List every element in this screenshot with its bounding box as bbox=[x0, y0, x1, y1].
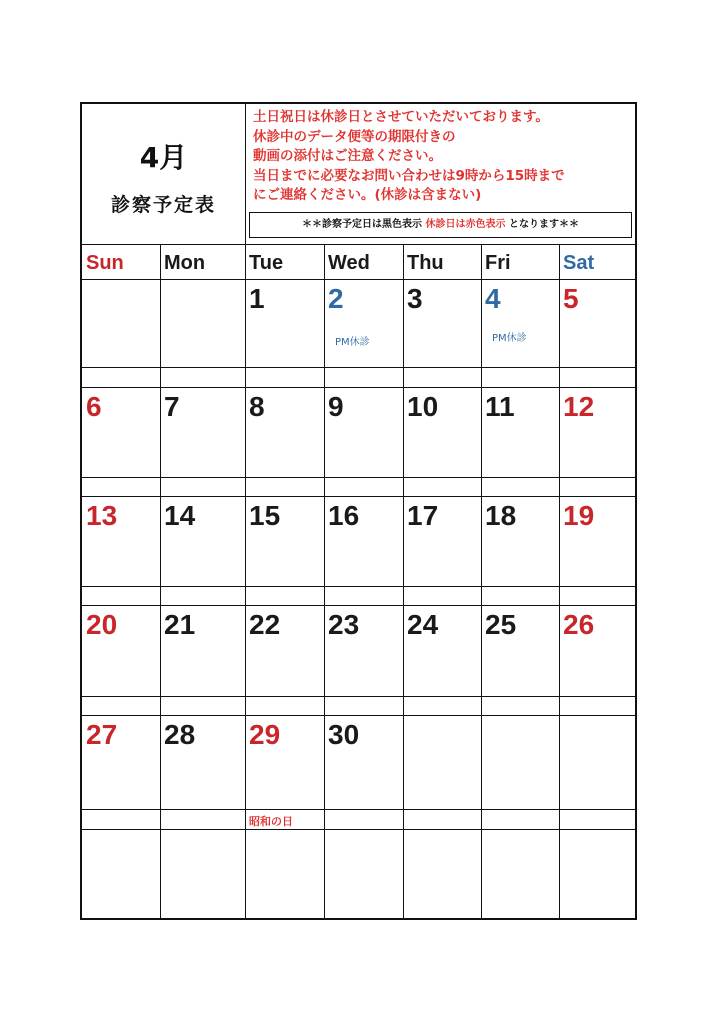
day-number[interactable]: 6 bbox=[86, 391, 102, 422]
color-legend bbox=[249, 212, 632, 238]
weekday-label-sat: Sat bbox=[563, 252, 595, 274]
day-number[interactable]: 30 bbox=[328, 719, 360, 750]
day-number[interactable]: 26 bbox=[563, 609, 595, 640]
day-number[interactable]: 29 bbox=[249, 719, 281, 750]
day-number[interactable]: 4 bbox=[485, 283, 501, 314]
weekday-label-wed: Wed bbox=[328, 252, 370, 274]
day-number[interactable]: 18 bbox=[485, 500, 517, 531]
schedule-subtitle: 診察予定表 bbox=[110, 194, 216, 216]
pm-closed-note-4: PM休診 bbox=[492, 333, 527, 344]
column-divider bbox=[324, 244, 325, 918]
day-number[interactable]: 11 bbox=[485, 391, 515, 422]
row-divider bbox=[82, 496, 635, 497]
calendar-sheet bbox=[80, 102, 637, 920]
day-number[interactable]: 28 bbox=[164, 719, 196, 750]
day-number[interactable]: 20 bbox=[86, 609, 118, 640]
column-divider bbox=[481, 244, 482, 918]
row-divider bbox=[82, 367, 635, 368]
column-divider bbox=[245, 244, 246, 918]
row-divider bbox=[82, 605, 635, 606]
day-number[interactable]: 12 bbox=[563, 391, 595, 422]
day-number[interactable]: 22 bbox=[249, 609, 281, 640]
notice-line: 当日までに必要なお問い合わせは9時から15時まで bbox=[253, 167, 565, 184]
day-number[interactable]: 19 bbox=[563, 500, 595, 531]
legend-red-text: 休診日は赤色表示 bbox=[425, 219, 506, 230]
column-divider bbox=[160, 244, 161, 918]
weekday-label-tue: Tue bbox=[249, 252, 284, 274]
column-divider bbox=[559, 244, 560, 918]
weekday-label-mon: Mon bbox=[164, 252, 206, 274]
day-number[interactable]: 2 bbox=[328, 283, 344, 314]
notice-line: 土日祝日は休診日とさせていただいております。 bbox=[253, 109, 549, 125]
notice-panel bbox=[246, 104, 635, 244]
weekday-label-fri: Fri bbox=[485, 252, 511, 274]
row-divider bbox=[82, 477, 635, 478]
notice-line: 休診中のデータ便等の期限付きの bbox=[253, 128, 456, 145]
day-number[interactable]: 8 bbox=[249, 391, 265, 422]
weekday-label-thu: Thu bbox=[407, 252, 444, 274]
day-number[interactable]: 3 bbox=[407, 283, 423, 314]
day-number[interactable]: 17 bbox=[407, 500, 439, 531]
notice-text bbox=[253, 108, 633, 206]
month-title: 4月 bbox=[139, 141, 188, 174]
row-divider bbox=[82, 696, 635, 697]
month-title-panel bbox=[82, 104, 246, 244]
day-number[interactable]: 10 bbox=[407, 391, 439, 422]
day-number[interactable]: 24 bbox=[407, 609, 439, 640]
row-divider bbox=[82, 829, 635, 830]
legend-suffix: となります＊＊ bbox=[508, 219, 579, 230]
column-divider bbox=[403, 244, 404, 918]
day-number[interactable]: 9 bbox=[328, 391, 344, 422]
notice-line: にご連絡ください。(休診は含まない) bbox=[253, 187, 482, 203]
notice-line: 動画の添付はご注意ください。 bbox=[253, 148, 442, 164]
pm-closed-note-2: PM休診 bbox=[335, 337, 370, 348]
day-number[interactable]: 13 bbox=[86, 500, 118, 531]
day-number[interactable]: 15 bbox=[249, 500, 281, 531]
row-divider bbox=[82, 387, 635, 388]
legend-prefix: ＊＊診察予定日は黒色表示 bbox=[302, 219, 423, 230]
row-divider bbox=[82, 715, 635, 716]
weekday-divider bbox=[82, 279, 635, 280]
day-number[interactable]: 27 bbox=[86, 719, 118, 750]
day-number[interactable]: 21 bbox=[164, 609, 196, 640]
row-divider bbox=[82, 809, 635, 810]
day-number[interactable]: 23 bbox=[328, 609, 360, 640]
weekday-label-sun: Sun bbox=[86, 252, 124, 274]
day-number[interactable]: 7 bbox=[164, 391, 180, 422]
row-divider bbox=[82, 586, 635, 587]
day-number[interactable]: 14 bbox=[164, 500, 196, 531]
day-number[interactable]: 25 bbox=[485, 609, 517, 640]
holiday-note: 昭和の日 bbox=[249, 815, 293, 828]
day-number[interactable]: 5 bbox=[563, 283, 579, 314]
day-number[interactable]: 1 bbox=[249, 283, 265, 314]
day-number[interactable]: 16 bbox=[328, 500, 360, 531]
